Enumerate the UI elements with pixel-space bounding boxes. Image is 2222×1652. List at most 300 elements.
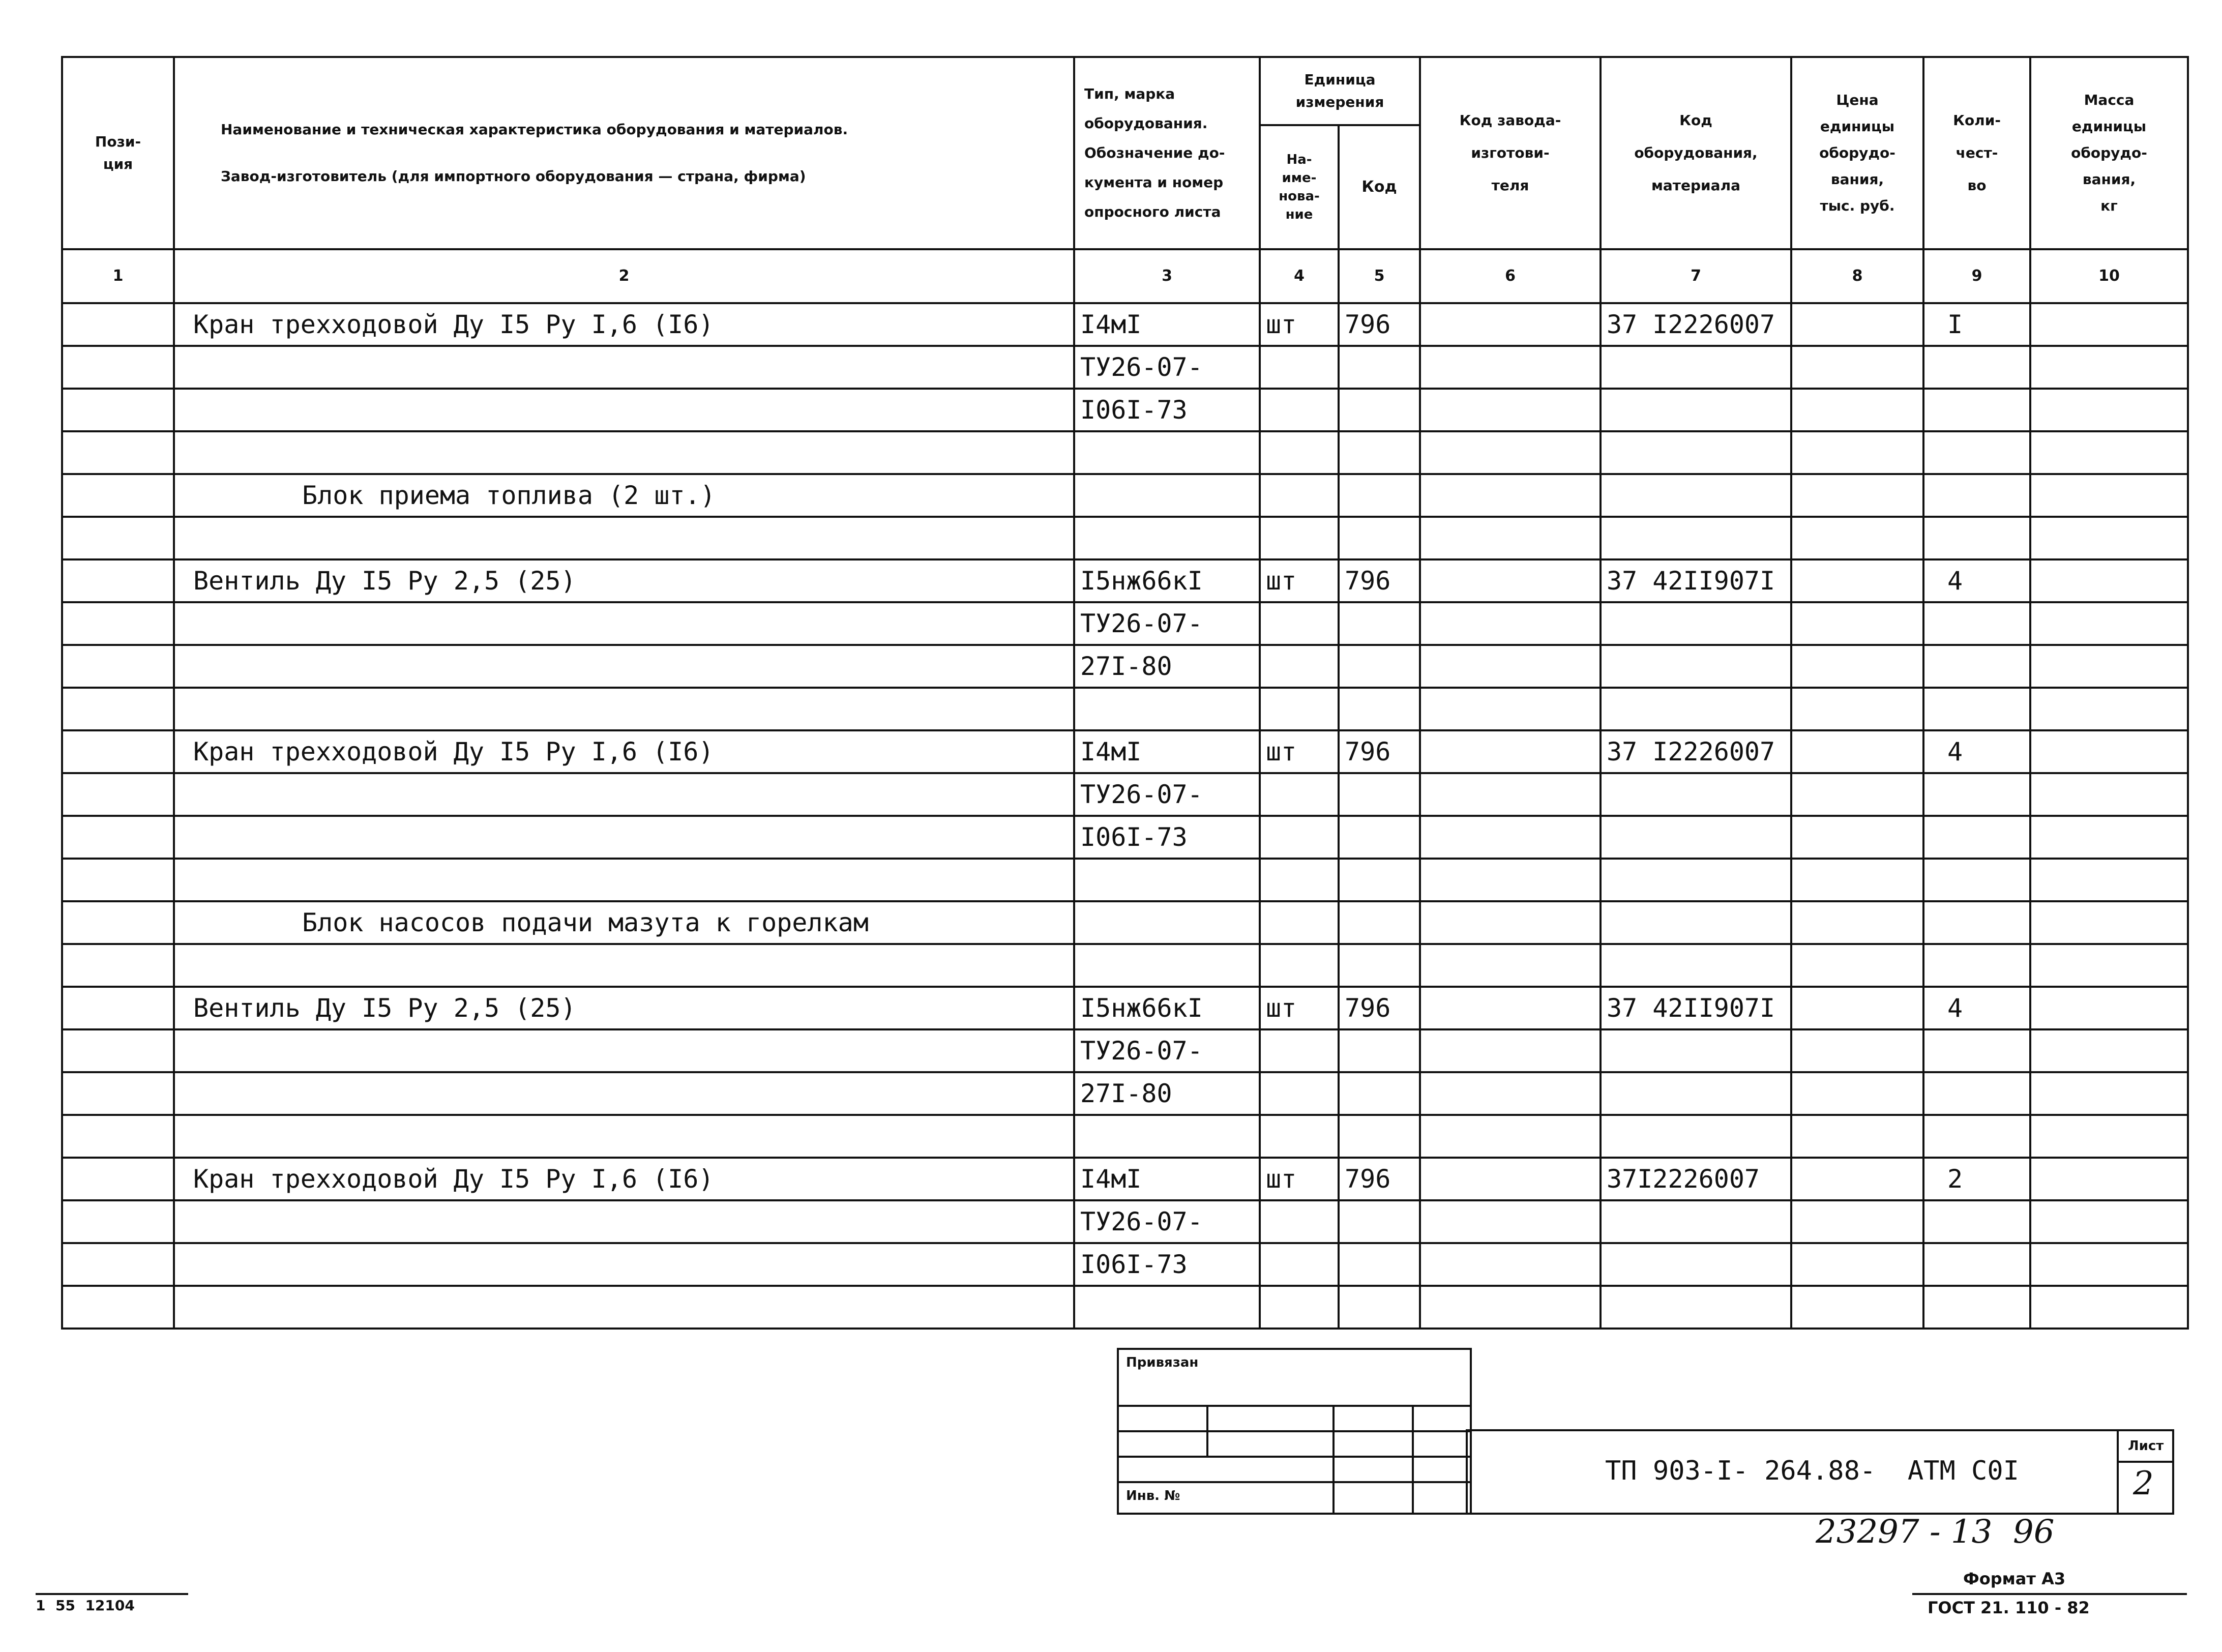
column-number: 4 bbox=[1260, 249, 1339, 303]
cell-quantity: 2 bbox=[1923, 1158, 2030, 1200]
cell-mass bbox=[2030, 431, 2188, 474]
cell-price bbox=[1791, 389, 1923, 431]
cell-position bbox=[62, 901, 174, 944]
cell-unit bbox=[1260, 901, 1339, 944]
cell-equipment-code bbox=[1601, 431, 1791, 474]
cell-name bbox=[174, 688, 1074, 730]
cell-name bbox=[174, 773, 1074, 816]
table-row bbox=[62, 1029, 2188, 1072]
cell-unit-code bbox=[1339, 1072, 1420, 1115]
header-type: Тип, марка оборудования. Обозначение до- кумента и номер опросного листа bbox=[1074, 57, 1260, 249]
cell-type bbox=[1074, 901, 1260, 944]
cell-quantity: 4 bbox=[1923, 559, 2030, 602]
document-code: ТП 903-I- 264.88- АТМ С0I bbox=[1605, 1456, 2019, 1486]
stamp-linked-label: Привязан bbox=[1126, 1355, 1199, 1370]
stamp-rule bbox=[1119, 1481, 1470, 1483]
cell-factory-code bbox=[1420, 859, 1601, 901]
cell-price bbox=[1791, 645, 1923, 688]
cell-position bbox=[62, 474, 174, 517]
cell-quantity: 4 bbox=[1923, 730, 2030, 773]
cell-position bbox=[62, 346, 174, 389]
cell-type bbox=[1074, 1115, 1260, 1158]
cell-unit-code: 796 bbox=[1339, 303, 1420, 346]
cell-factory-code bbox=[1420, 901, 1601, 944]
cell-equipment-code bbox=[1601, 389, 1791, 431]
cell-position bbox=[62, 730, 174, 773]
table-row bbox=[62, 688, 2188, 730]
column-number: 9 bbox=[1923, 249, 2030, 303]
cell-factory-code bbox=[1420, 602, 1601, 645]
table-row bbox=[62, 1072, 2188, 1115]
cell-equipment-code bbox=[1601, 1115, 1791, 1158]
cell-type: 27I-80 bbox=[1074, 645, 1260, 688]
sheet-number: 2 bbox=[2133, 1465, 2154, 1502]
cell-quantity: 4 bbox=[1923, 987, 2030, 1029]
header-unit-code: Код bbox=[1339, 125, 1420, 249]
cell-unit-code bbox=[1339, 517, 1420, 559]
cell-quantity bbox=[1923, 389, 2030, 431]
table-row bbox=[62, 816, 2188, 859]
cell-price bbox=[1791, 859, 1923, 901]
cell-position bbox=[62, 1200, 174, 1243]
cell-unit bbox=[1260, 688, 1339, 730]
cell-position bbox=[62, 602, 174, 645]
cell-type bbox=[1074, 944, 1260, 987]
column-number: 5 bbox=[1339, 249, 1420, 303]
cell-price bbox=[1791, 987, 1923, 1029]
cell-mass bbox=[2030, 1115, 2188, 1158]
cell-price bbox=[1791, 1158, 1923, 1200]
table-row bbox=[62, 645, 2188, 688]
cell-equipment-code bbox=[1601, 1029, 1791, 1072]
table-row bbox=[62, 773, 2188, 816]
cell-unit bbox=[1260, 1200, 1339, 1243]
cell-price bbox=[1791, 559, 1923, 602]
cell-factory-code bbox=[1420, 730, 1601, 773]
cell-equipment-code bbox=[1601, 688, 1791, 730]
cell-name bbox=[174, 346, 1074, 389]
cell-unit-code bbox=[1339, 431, 1420, 474]
cell-factory-code bbox=[1420, 431, 1601, 474]
cell-position bbox=[62, 944, 174, 987]
cell-position bbox=[62, 1158, 174, 1200]
cell-unit bbox=[1260, 517, 1339, 559]
header-factory-code: Код завода- изготови- теля bbox=[1420, 57, 1601, 249]
cell-unit-code bbox=[1339, 1286, 1420, 1329]
cell-price bbox=[1791, 944, 1923, 987]
cell-equipment-code bbox=[1601, 1286, 1791, 1329]
cell-unit-code bbox=[1339, 1200, 1420, 1243]
column-number: 3 bbox=[1074, 249, 1260, 303]
cell-unit: шт bbox=[1260, 1158, 1339, 1200]
cell-name bbox=[174, 1200, 1074, 1243]
cell-mass bbox=[2030, 1243, 2188, 1286]
cell-quantity bbox=[1923, 816, 2030, 859]
header-mass: Масса единицы оборудо- вания, кг bbox=[2030, 57, 2188, 249]
cell-factory-code bbox=[1420, 1200, 1601, 1243]
stamp-rule bbox=[1119, 1456, 1470, 1458]
cell-unit-code bbox=[1339, 602, 1420, 645]
cell-equipment-code bbox=[1601, 944, 1791, 987]
cell-equipment-code bbox=[1601, 859, 1791, 901]
cell-unit bbox=[1260, 346, 1339, 389]
cell-mass bbox=[2030, 1286, 2188, 1329]
table-row bbox=[62, 389, 2188, 431]
cell-position bbox=[62, 1243, 174, 1286]
cell-type bbox=[1074, 688, 1260, 730]
cell-mass bbox=[2030, 645, 2188, 688]
cell-unit-code bbox=[1339, 688, 1420, 730]
cell-position bbox=[62, 773, 174, 816]
cell-name: Кран трехходовой Ду I5 Ру I,6 (I6) bbox=[174, 1158, 1074, 1200]
cell-type: I4мI bbox=[1074, 1158, 1260, 1200]
cell-name bbox=[174, 1029, 1074, 1072]
title-block bbox=[1466, 1429, 2174, 1515]
cell-equipment-code bbox=[1601, 901, 1791, 944]
cell-unit-code bbox=[1339, 1243, 1420, 1286]
cell-unit bbox=[1260, 816, 1339, 859]
cell-unit-code: 796 bbox=[1339, 559, 1420, 602]
stamp-rule bbox=[1332, 1405, 1335, 1513]
cell-unit bbox=[1260, 602, 1339, 645]
cell-name: Вентиль Ду I5 Ру 2,5 (25) bbox=[174, 559, 1074, 602]
cell-unit-code bbox=[1339, 389, 1420, 431]
cell-type: I5нж66кI bbox=[1074, 559, 1260, 602]
table-row bbox=[62, 303, 2188, 346]
cell-type: I4мI bbox=[1074, 730, 1260, 773]
cell-mass bbox=[2030, 730, 2188, 773]
cell-type: ТУ26-07- bbox=[1074, 773, 1260, 816]
cell-type: I06I-73 bbox=[1074, 816, 1260, 859]
cell-mass bbox=[2030, 517, 2188, 559]
cell-factory-code bbox=[1420, 773, 1601, 816]
cell-mass bbox=[2030, 346, 2188, 389]
cell-position bbox=[62, 303, 174, 346]
cell-factory-code bbox=[1420, 987, 1601, 1029]
cell-name bbox=[174, 389, 1074, 431]
cell-mass bbox=[2030, 1200, 2188, 1243]
table-row bbox=[62, 730, 2188, 773]
cell-name bbox=[174, 859, 1074, 901]
cell-factory-code bbox=[1420, 474, 1601, 517]
cell-mass bbox=[2030, 602, 2188, 645]
cell-type bbox=[1074, 517, 1260, 559]
cell-mass bbox=[2030, 816, 2188, 859]
table-row bbox=[62, 1200, 2188, 1243]
cell-factory-code bbox=[1420, 944, 1601, 987]
approval-stamp bbox=[1117, 1348, 1472, 1515]
table-row bbox=[62, 859, 2188, 901]
cell-mass bbox=[2030, 987, 2188, 1029]
cell-name: Блок приема топлива (2 шт.) bbox=[174, 474, 1074, 517]
cell-unit-code bbox=[1339, 474, 1420, 517]
cell-factory-code bbox=[1420, 389, 1601, 431]
cell-unit-code bbox=[1339, 645, 1420, 688]
cell-equipment-code bbox=[1601, 1200, 1791, 1243]
cell-mass bbox=[2030, 944, 2188, 987]
cell-price bbox=[1791, 517, 1923, 559]
cell-unit: шт bbox=[1260, 730, 1339, 773]
cell-quantity bbox=[1923, 602, 2030, 645]
cell-factory-code bbox=[1420, 1286, 1601, 1329]
cell-position bbox=[62, 645, 174, 688]
cell-unit-code bbox=[1339, 1029, 1420, 1072]
table-row bbox=[62, 1158, 2188, 1200]
sheet-box-divider bbox=[2117, 1461, 2172, 1463]
cell-mass bbox=[2030, 1072, 2188, 1115]
cell-type: ТУ26-07- bbox=[1074, 346, 1260, 389]
gost-label: ГОСТ 21. 110 - 82 bbox=[1928, 1598, 2090, 1617]
header-equipment-code: Код оборудования, материала bbox=[1601, 57, 1791, 249]
cell-price bbox=[1791, 602, 1923, 645]
cell-quantity bbox=[1923, 645, 2030, 688]
cell-position bbox=[62, 1286, 174, 1329]
cell-type bbox=[1074, 859, 1260, 901]
cell-mass bbox=[2030, 859, 2188, 901]
header-unit: Единица измерения bbox=[1260, 57, 1420, 125]
cell-name bbox=[174, 431, 1074, 474]
cell-factory-code bbox=[1420, 1029, 1601, 1072]
cell-position bbox=[62, 1029, 174, 1072]
cell-unit bbox=[1260, 1072, 1339, 1115]
specification-body bbox=[62, 303, 2188, 1329]
cell-type: ТУ26-07- bbox=[1074, 1029, 1260, 1072]
cell-position bbox=[62, 517, 174, 559]
footer-rule bbox=[36, 1593, 188, 1595]
cell-position bbox=[62, 987, 174, 1029]
sheet-label: Лист bbox=[2128, 1438, 2164, 1454]
cell-quantity bbox=[1923, 688, 2030, 730]
cell-price bbox=[1791, 773, 1923, 816]
footer-rule bbox=[1912, 1593, 2187, 1595]
cell-quantity bbox=[1923, 944, 2030, 987]
cell-quantity bbox=[1923, 517, 2030, 559]
cell-price bbox=[1791, 1072, 1923, 1115]
cell-factory-code bbox=[1420, 1158, 1601, 1200]
cell-unit-code bbox=[1339, 859, 1420, 901]
cell-quantity bbox=[1923, 1072, 2030, 1115]
cell-price bbox=[1791, 1243, 1923, 1286]
cell-quantity bbox=[1923, 1286, 2030, 1329]
cell-name: Кран трехходовой Ду I5 Ру I,6 (I6) bbox=[174, 730, 1074, 773]
format-label: Формат А3 bbox=[1963, 1569, 2066, 1588]
cell-quantity bbox=[1923, 1243, 2030, 1286]
table-row bbox=[62, 987, 2188, 1029]
cell-price bbox=[1791, 1200, 1923, 1243]
cell-quantity bbox=[1923, 431, 2030, 474]
cell-name bbox=[174, 816, 1074, 859]
cell-equipment-code bbox=[1601, 816, 1791, 859]
cell-position bbox=[62, 859, 174, 901]
cell-type: I4мI bbox=[1074, 303, 1260, 346]
cell-price bbox=[1791, 1286, 1923, 1329]
cell-equipment-code bbox=[1601, 474, 1791, 517]
cell-position bbox=[62, 431, 174, 474]
cell-price bbox=[1791, 431, 1923, 474]
table-row bbox=[62, 1286, 2188, 1329]
table-row bbox=[62, 346, 2188, 389]
cell-position bbox=[62, 688, 174, 730]
cell-unit: шт bbox=[1260, 559, 1339, 602]
header-unit-name: На- име- нова- ние bbox=[1260, 125, 1339, 249]
cell-equipment-code: 37 42II907I bbox=[1601, 559, 1791, 602]
cell-unit-code: 796 bbox=[1339, 1158, 1420, 1200]
cell-factory-code bbox=[1420, 559, 1601, 602]
cell-name bbox=[174, 1286, 1074, 1329]
header-position: Пози- ция bbox=[62, 57, 174, 249]
cell-type: I5нж66кI bbox=[1074, 987, 1260, 1029]
cell-type: ТУ26-07- bbox=[1074, 1200, 1260, 1243]
column-number: 1 bbox=[62, 249, 174, 303]
stamp-rule bbox=[1206, 1405, 1208, 1458]
section-row bbox=[62, 474, 2188, 517]
cell-position bbox=[62, 559, 174, 602]
cell-equipment-code bbox=[1601, 517, 1791, 559]
cell-quantity bbox=[1923, 1115, 2030, 1158]
stamp-inventory-label: Инв. № bbox=[1126, 1488, 1180, 1503]
cell-name bbox=[174, 944, 1074, 987]
cell-unit bbox=[1260, 859, 1339, 901]
cell-position bbox=[62, 389, 174, 431]
cell-unit-code: 796 bbox=[1339, 987, 1420, 1029]
cell-mass bbox=[2030, 474, 2188, 517]
cell-unit-code bbox=[1339, 346, 1420, 389]
cell-type: 27I-80 bbox=[1074, 1072, 1260, 1115]
cell-mass bbox=[2030, 773, 2188, 816]
cell-name: Вентиль Ду I5 Ру 2,5 (25) bbox=[174, 987, 1074, 1029]
column-number: 10 bbox=[2030, 249, 2188, 303]
cell-factory-code bbox=[1420, 816, 1601, 859]
cell-unit bbox=[1260, 389, 1339, 431]
cell-name bbox=[174, 645, 1074, 688]
archive-number: 23297 - 13 96 bbox=[1816, 1513, 2055, 1551]
cell-factory-code bbox=[1420, 1072, 1601, 1115]
cell-price bbox=[1791, 730, 1923, 773]
cell-unit: шт bbox=[1260, 987, 1339, 1029]
cell-price bbox=[1791, 474, 1923, 517]
column-number: 6 bbox=[1420, 249, 1601, 303]
cell-unit-code bbox=[1339, 944, 1420, 987]
cell-mass bbox=[2030, 303, 2188, 346]
cell-name bbox=[174, 1243, 1074, 1286]
cell-unit-code bbox=[1339, 816, 1420, 859]
header-quantity: Коли- чест- во bbox=[1923, 57, 2030, 249]
cell-type bbox=[1074, 1286, 1260, 1329]
cell-unit: шт bbox=[1260, 303, 1339, 346]
cell-position bbox=[62, 816, 174, 859]
cell-equipment-code: 37 42II907I bbox=[1601, 987, 1791, 1029]
cell-unit-code bbox=[1339, 1115, 1420, 1158]
table-row bbox=[62, 944, 2188, 987]
cell-factory-code bbox=[1420, 346, 1601, 389]
cell-unit bbox=[1260, 645, 1339, 688]
cell-type: I06I-73 bbox=[1074, 389, 1260, 431]
cell-equipment-code bbox=[1601, 773, 1791, 816]
cell-type: I06I-73 bbox=[1074, 1243, 1260, 1286]
cell-name bbox=[174, 602, 1074, 645]
cell-factory-code bbox=[1420, 1243, 1601, 1286]
cell-price bbox=[1791, 346, 1923, 389]
cell-name bbox=[174, 517, 1074, 559]
cell-unit bbox=[1260, 431, 1339, 474]
cell-equipment-code: 37 I2226007 bbox=[1601, 730, 1791, 773]
cell-quantity bbox=[1923, 773, 2030, 816]
cell-price bbox=[1791, 303, 1923, 346]
cell-quantity bbox=[1923, 859, 2030, 901]
cell-factory-code bbox=[1420, 1115, 1601, 1158]
stamp-rule bbox=[1119, 1405, 1470, 1407]
cell-equipment-code: 37 I2226007 bbox=[1601, 303, 1791, 346]
cell-position bbox=[62, 1072, 174, 1115]
cell-name: Блок насосов подачи мазута к горелкам bbox=[174, 901, 1074, 944]
cell-factory-code bbox=[1420, 688, 1601, 730]
cell-unit-code: 796 bbox=[1339, 730, 1420, 773]
sheet-box-divider bbox=[2117, 1431, 2119, 1513]
cell-quantity: I bbox=[1923, 303, 2030, 346]
cell-quantity bbox=[1923, 901, 2030, 944]
cell-mass bbox=[2030, 1158, 2188, 1200]
print-code: 1 55 12104 bbox=[36, 1597, 135, 1614]
cell-mass bbox=[2030, 1029, 2188, 1072]
table-row bbox=[62, 431, 2188, 474]
cell-unit-code bbox=[1339, 773, 1420, 816]
cell-unit bbox=[1260, 944, 1339, 987]
cell-equipment-code bbox=[1601, 1243, 1791, 1286]
table-row bbox=[62, 1243, 2188, 1286]
cell-quantity bbox=[1923, 346, 2030, 389]
cell-unit bbox=[1260, 773, 1339, 816]
cell-type: ТУ26-07- bbox=[1074, 602, 1260, 645]
cell-factory-code bbox=[1420, 517, 1601, 559]
cell-unit bbox=[1260, 1286, 1339, 1329]
section-row bbox=[62, 901, 2188, 944]
cell-mass bbox=[2030, 901, 2188, 944]
header-price: Цена единицы оборудо- вания, тыс. руб. bbox=[1791, 57, 1923, 249]
cell-name bbox=[174, 1072, 1074, 1115]
cell-mass bbox=[2030, 389, 2188, 431]
cell-equipment-code bbox=[1601, 602, 1791, 645]
cell-position bbox=[62, 1115, 174, 1158]
cell-mass bbox=[2030, 559, 2188, 602]
cell-equipment-code: 37I2226007 bbox=[1601, 1158, 1791, 1200]
cell-price bbox=[1791, 816, 1923, 859]
cell-type bbox=[1074, 431, 1260, 474]
table-row bbox=[62, 602, 2188, 645]
cell-quantity bbox=[1923, 474, 2030, 517]
cell-factory-code bbox=[1420, 303, 1601, 346]
header-name: Наименование и техническая характеристика оборудования и материалов. Завод-изготовитель (для импортного оборудования — страна, фирма) bbox=[174, 57, 1074, 249]
cell-equipment-code bbox=[1601, 645, 1791, 688]
stamp-rule bbox=[1412, 1405, 1414, 1513]
table-row bbox=[62, 517, 2188, 559]
cell-factory-code bbox=[1420, 645, 1601, 688]
cell-equipment-code bbox=[1601, 1072, 1791, 1115]
cell-price bbox=[1791, 1029, 1923, 1072]
cell-unit-code bbox=[1339, 901, 1420, 944]
table-row bbox=[62, 1115, 2188, 1158]
cell-price bbox=[1791, 901, 1923, 944]
cell-price bbox=[1791, 1115, 1923, 1158]
cell-name: Кран трехходовой Ду I5 Ру I,6 (I6) bbox=[174, 303, 1074, 346]
cell-unit bbox=[1260, 1029, 1339, 1072]
cell-unit bbox=[1260, 1243, 1339, 1286]
cell-unit bbox=[1260, 1115, 1339, 1158]
table-row bbox=[62, 559, 2188, 602]
cell-quantity bbox=[1923, 1200, 2030, 1243]
stamp-rule bbox=[1119, 1430, 1470, 1432]
column-number: 2 bbox=[174, 249, 1074, 303]
cell-mass bbox=[2030, 688, 2188, 730]
